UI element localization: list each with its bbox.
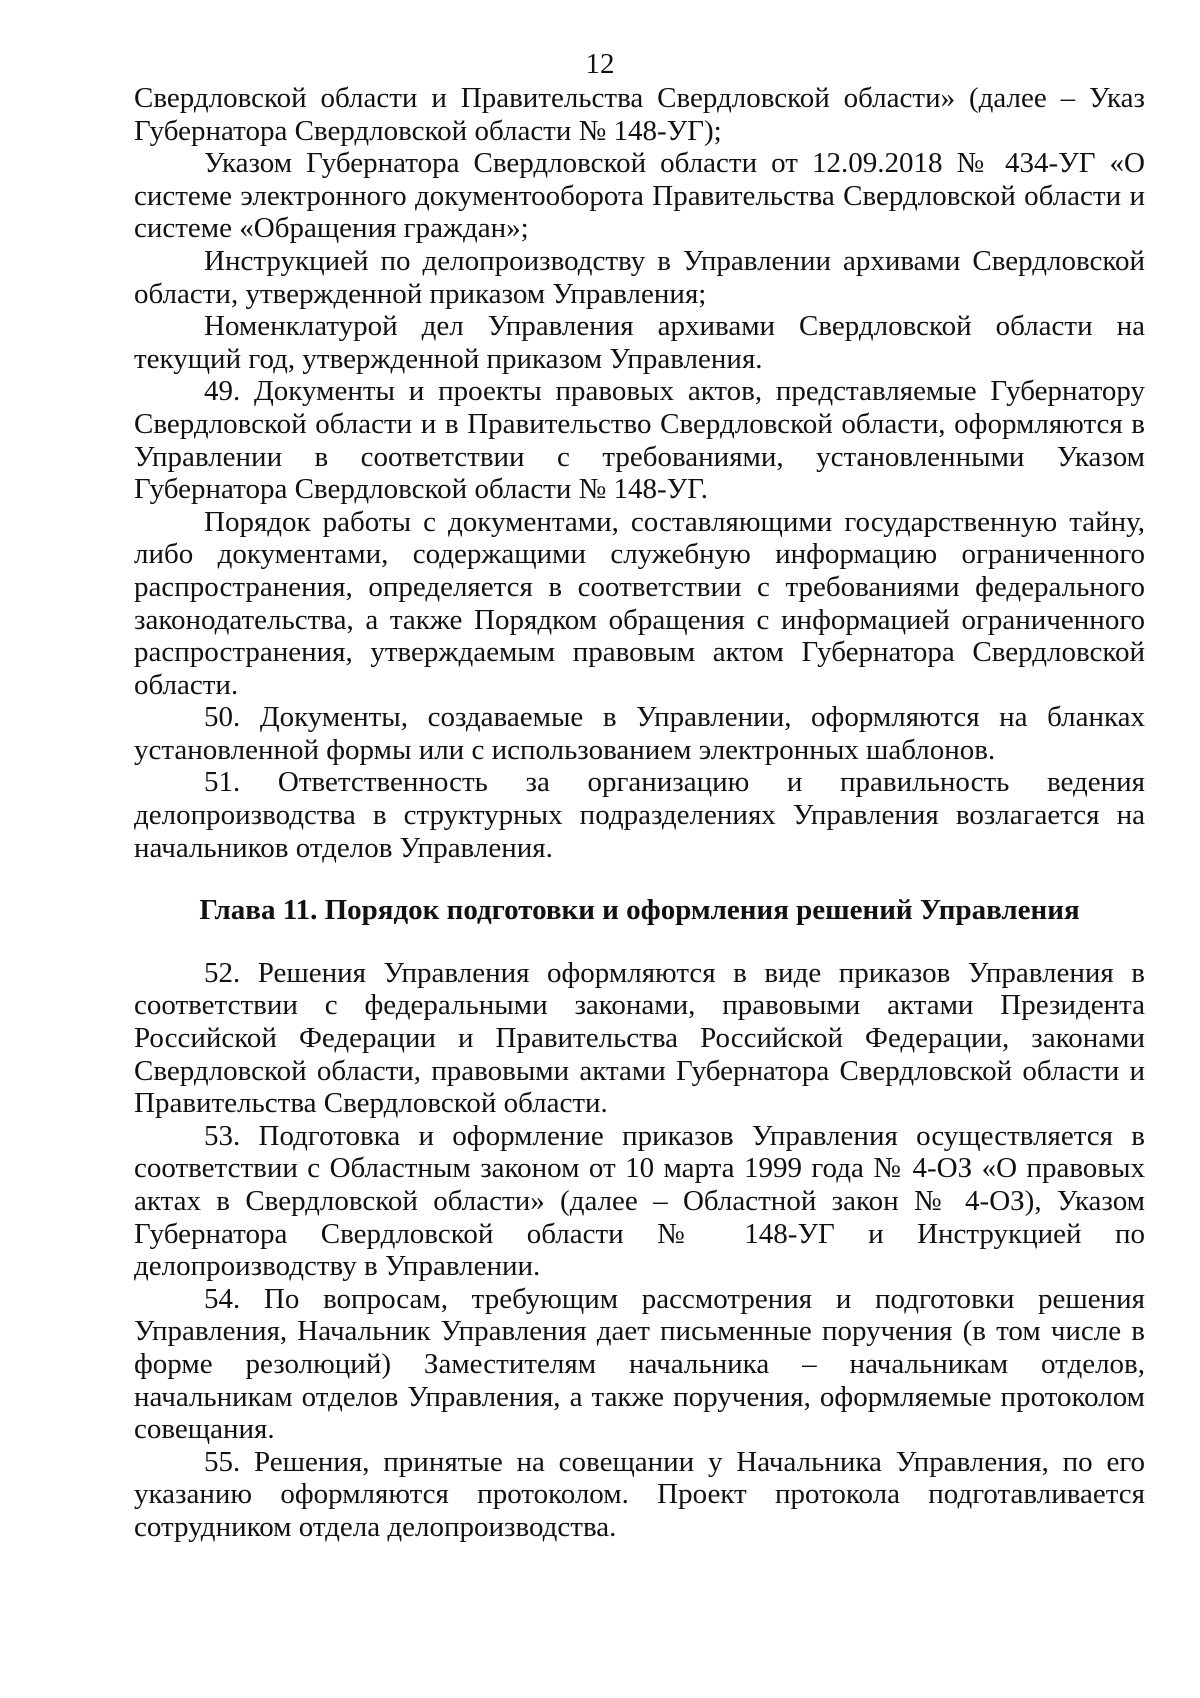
page-number: 12	[585, 48, 615, 80]
paragraph-51: 51. Ответственность за организацию и правильность ведения делопроизводства в структурных подразделениях Управления возлагается на начальников отделов Управления.	[134, 766, 1145, 864]
paragraph-52: 52. Решения Управления оформляются в виде приказов Управления в соответствии с федеральными законами, правовыми актами Президента Российской Федерации и Правительства Российской Федерации, законами Свердловской области, правовыми актами Губернатора Свердловской области и Правительства Свердловской области.	[134, 956, 1145, 1120]
paragraph-50: 50. Документы, создаваемые в Управлении, оформляются на бланках установленной формы или с использованием электронных шаблонов.	[134, 701, 1145, 766]
document-body	[134, 82, 1145, 1544]
paragraph-decree-434: Указом Губернатора Свердловской области от 12.09.2018 № 434-УГ «О системе электронного документооборота Правительства Свердловской области и системе «Обращения граждан»;	[134, 147, 1145, 245]
paragraph-continuation: Свердловской области и Правительства Свердловской области» (далее – Указ Губернатора Свердловской области № 148-УГ);	[134, 82, 1145, 147]
paragraph-nomenclature: Номенклатурой дел Управления архивами Свердловской области на текущий год, утвержденной приказом Управления.	[134, 310, 1145, 375]
paragraph-secret-documents: Порядок работы с документами, составляющими государственную тайну, либо документами, содержащими служебную информацию ограниченного распространения, определяется в соответствии с требованиями федерального законодательства, а также Порядком обращения с информацией ограниченного распространения, утверждаемым правовым актом Губернатора Свердловской области.	[134, 505, 1145, 701]
paragraph-54: 54. По вопросам, требующим рассмотрения и подготовки решения Управления, Начальник Управления дает письменные поручения (в том числе в форме резолюций) Заместителям начальника – начальникам отделов, начальникам отделов Управления, а также поручения, оформляемые протоколом совещания.	[134, 1282, 1145, 1446]
paragraph-49: 49. Документы и проекты правовых актов, представляемые Губернатору Свердловской области и в Правительство Свердловской области, оформляются в Управлении в соответствии с требованиями, установленными Указом Губернатора Свердловской области № 148-УГ.	[134, 375, 1145, 506]
paragraph-55: 55. Решения, принятые на совещании у Начальника Управления, по его указанию оформляются протоколом. Проект протокола подготавливается сотрудником отдела делопроизводства.	[134, 1445, 1145, 1543]
chapter-heading: Глава 11. Порядок подготовки и оформления решений Управления	[199, 894, 1080, 927]
paragraph-instruction: Инструкцией по делопроизводству в Управлении архивами Свердловской области, утвержденной приказом Управления;	[134, 244, 1145, 310]
paragraph-53: 53. Подготовка и оформление приказов Управления осуществляется в соответствии с Областным законом от 10 марта 1999 года № 4-ОЗ «О правовых актах в Свердловской области» (далее – Областной закон № 4-ОЗ), Указом Губернатора Свердловской области № 148-УГ и Инструкцией по делопроизводству в Управлении.	[134, 1119, 1145, 1283]
